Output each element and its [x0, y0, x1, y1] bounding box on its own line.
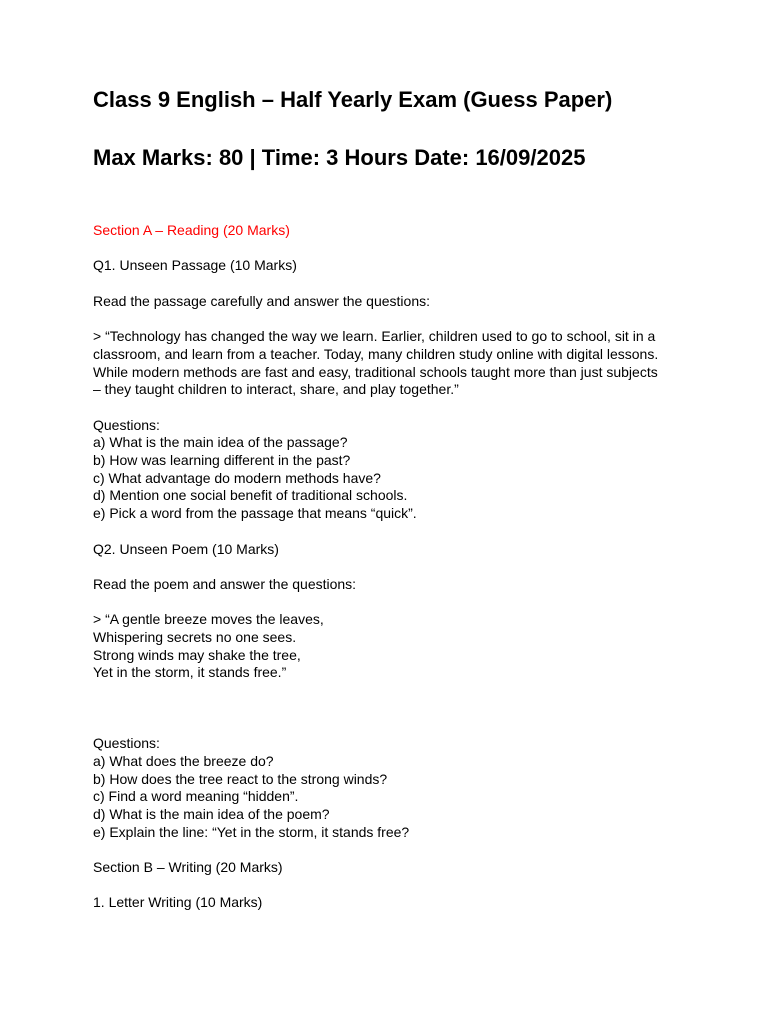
- q1-questions-label: Questions:: [93, 416, 160, 433]
- poem-line: Yet in the storm, it stands free.”: [93, 664, 287, 681]
- q2-instruction: Read the poem and answer the questions:: [93, 575, 357, 592]
- q1-title: Q1. Unseen Passage (10 Marks): [93, 257, 297, 274]
- question-item: d) What is the main idea of the poem?: [93, 805, 330, 822]
- question-item: e) Explain the line: “Yet in the storm, it stands free?: [93, 823, 410, 840]
- question-item: d) Mention one social benefit of traditional schools.: [93, 487, 408, 504]
- poem-line: Strong winds may shake the tree,: [93, 646, 301, 663]
- passage-line: While modern methods are fast and easy, traditional schools taught more than just subjects: [93, 363, 658, 380]
- q1-questions-list: [93, 434, 693, 523]
- poem-line: Whispering secrets no one sees.: [93, 629, 297, 646]
- passage-line: > “Technology has changed the way we learn. Earlier, children used to go to school, sit in a: [93, 328, 656, 345]
- q2-poem: [93, 611, 693, 682]
- document-meta-line: Max Marks: 80 | Time: 3 Hours Date: 16/09/2025: [93, 145, 586, 170]
- question-item: e) Pick a word from the passage that means “quick”.: [93, 505, 417, 522]
- question-item: a) What is the main idea of the passage?: [93, 434, 348, 451]
- document-title: Class 9 English – Half Yearly Exam (Guess Paper): [93, 87, 613, 112]
- section-a-heading: Section A – Reading (20 Marks): [93, 222, 290, 238]
- passage-line: classroom, and learn from a teacher. Today, many children study online with digital lessons.: [93, 345, 659, 362]
- passage-line: – they taught children to interact, share, and play together.”: [93, 381, 459, 398]
- question-item: b) How does the tree react to the strong winds?: [93, 770, 388, 787]
- q2-questions-list: [93, 753, 693, 842]
- poem-line: > “A gentle breeze moves the leaves,: [93, 611, 324, 628]
- q2-questions-label: Questions:: [93, 735, 160, 752]
- q2-title: Q2. Unseen Poem (10 Marks): [93, 540, 279, 557]
- question-item: c) Find a word meaning “hidden”.: [93, 788, 299, 805]
- q1-instruction: Read the passage carefully and answer the questions:: [93, 292, 430, 309]
- question-item: c) What advantage do modern methods have?: [93, 469, 381, 486]
- q1-passage: [93, 328, 693, 399]
- document-body: [93, 222, 693, 912]
- section-b-item-letter-writing: 1. Letter Writing (10 Marks): [93, 894, 263, 911]
- question-item: b) How was learning different in the past?: [93, 452, 351, 469]
- section-b-heading: Section B – Writing (20 Marks): [93, 859, 283, 876]
- question-item: a) What does the breeze do?: [93, 752, 274, 769]
